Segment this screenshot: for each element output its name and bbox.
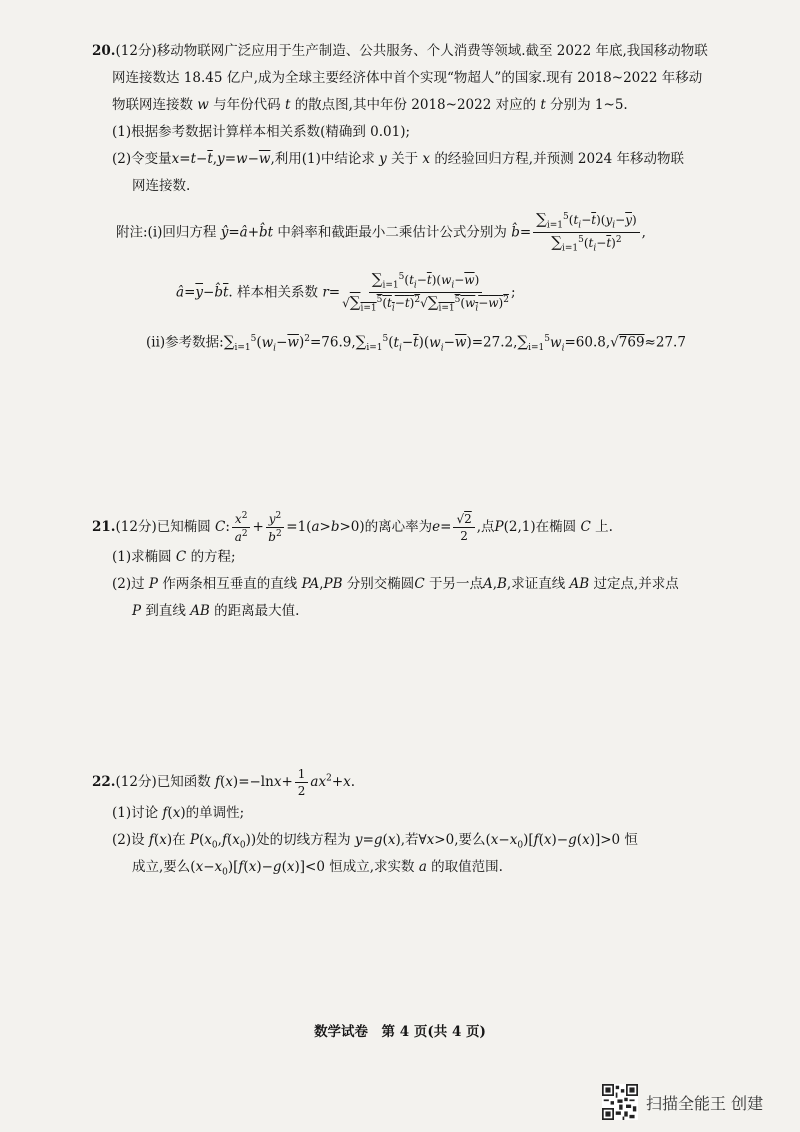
q21-line1: 21.(12分)已知椭圆 C: $\frac{x^2}{a^2}$ + $\frac{y^2}{b^2}$ =1(a>b>0)的离心率为e= $\frac{√2}{2}$ ,点P(2,1)在椭圆 C 上. — [92, 511, 613, 544]
q20-part1: (1)根据参考数据计算样本相关系数(精确到 0.01); — [112, 124, 411, 140]
q21-part1: (1)求椭圆 C 的方程; — [112, 549, 236, 565]
correlation-formula: $\frac{\sum_{i=1}^5(t_i-\overline{t})(w_i-\overline{w})}{√\sum_{i=1}^5(t_i-t)^2√\sum_{i=1}^5(w_i-w)^2}$ — [342, 270, 509, 314]
q21-number: 21. — [92, 519, 116, 535]
qr-code-icon — [602, 1084, 638, 1120]
q20-part2-cont: 网连接数. — [132, 178, 191, 194]
q21-part2-cont: P 到直线 AB 的距离最大值. — [132, 603, 300, 619]
watermark-text: 扫描全能王 创建 — [646, 1093, 764, 1113]
q20-part2: (2)令变量$x=t-\overline{t},y=w-\overline{w}$,利用(1)中结论求 y 关于 x 的经验回归方程,并预测 2024 年移动物联 — [112, 151, 685, 167]
q20-note-r: $â=\overline{y}-b̂\overline{t}$. 样本相关系数 r= $\frac{\sum_{i=1}^5(t_i-\overline{t})(w_i-\overline{w})}{√\sum_{i=1}^5(t_i-t)^2√\sum_{i=1}^5(w_i-w)^2}$ ; — [176, 270, 516, 314]
q22-line1: 22.(12分)已知函数 f(x)=−lnx+ $\frac{1}{2}$ $ax^2+x$. — [92, 767, 356, 798]
q21-points: (12分) — [115, 519, 157, 535]
slope-formula: $\frac{\sum_{i=1}^5(t_i-\overline{t})(y_i-\overline{y})}{\sum_{i=1}^5(t_i-\overline{t})^2}$ — [533, 212, 639, 254]
scanner-watermark — [602, 1084, 763, 1120]
q20-line1: 20.(12分)移动物联网广泛应用于生产制造、公共服务、个人消费等领域.截至 2022 年底,我国移动物联 — [92, 43, 708, 59]
q20-number: 20. — [92, 43, 116, 59]
q22-part1: (1)讨论 f(x)的单调性; — [112, 805, 245, 821]
q20-line3: 物联网连接数 w 与年份代码 t 的散点图,其中年份 2018~2022 对应的 t 分别为 1~5. — [112, 97, 628, 113]
q21-part2: (2)过 P 作两条相互垂直的直线 PA,PB 分别交椭圆C 于另一点A,B,求证直线 AB 过定点,并求点 — [112, 576, 679, 592]
page-footer: 数学试卷 第 4 页(共 4 页) — [314, 1024, 486, 1040]
q20-note-i: 附注:(i)回归方程 ŷ=â+b̂t 中斜率和截距最小二乘估计公式分别为 b̂= $\frac{\sum_{i=1}^5(t_i-\overline{t})(y_i-\overline{y})}{\sum_{i=1}^5(t_i-\overline{t})^2}$ , — [116, 210, 646, 254]
q20-line2: 网连接数达 18.45 亿户,成为全球主要经济体中首个实现“物超人”的国家.现有 2018~2022 年移动 — [112, 70, 703, 86]
q22-points: (12分) — [115, 774, 157, 790]
q22-number: 22. — [92, 774, 116, 790]
q20-ref-data: (ii)参考数据$:\sum_{i=1}^5(w_i-\overline{w})^2=76.9,\sum_{i=1}^5(t_i-\overline{t})(w_i-\overline{w})=27.2,\sum_{i=1}^5w_i=60.8,√769\approx 27.7$ — [146, 332, 686, 354]
q22-part2-cont: 成立,要么$(x-x_0)[f(x)-g(x)]<0$ 恒成立,求实数 a 的取值范围. — [132, 859, 503, 878]
q20-points: (12分) — [115, 43, 157, 59]
q22-part2: (2)设 f(x)在 $P(x_0,f(x_0))$处的切线方程为 y=g(x),若∀x>0,要么$(x-x_0)[f(x)-g(x)]>0$ 恒 — [112, 832, 638, 851]
